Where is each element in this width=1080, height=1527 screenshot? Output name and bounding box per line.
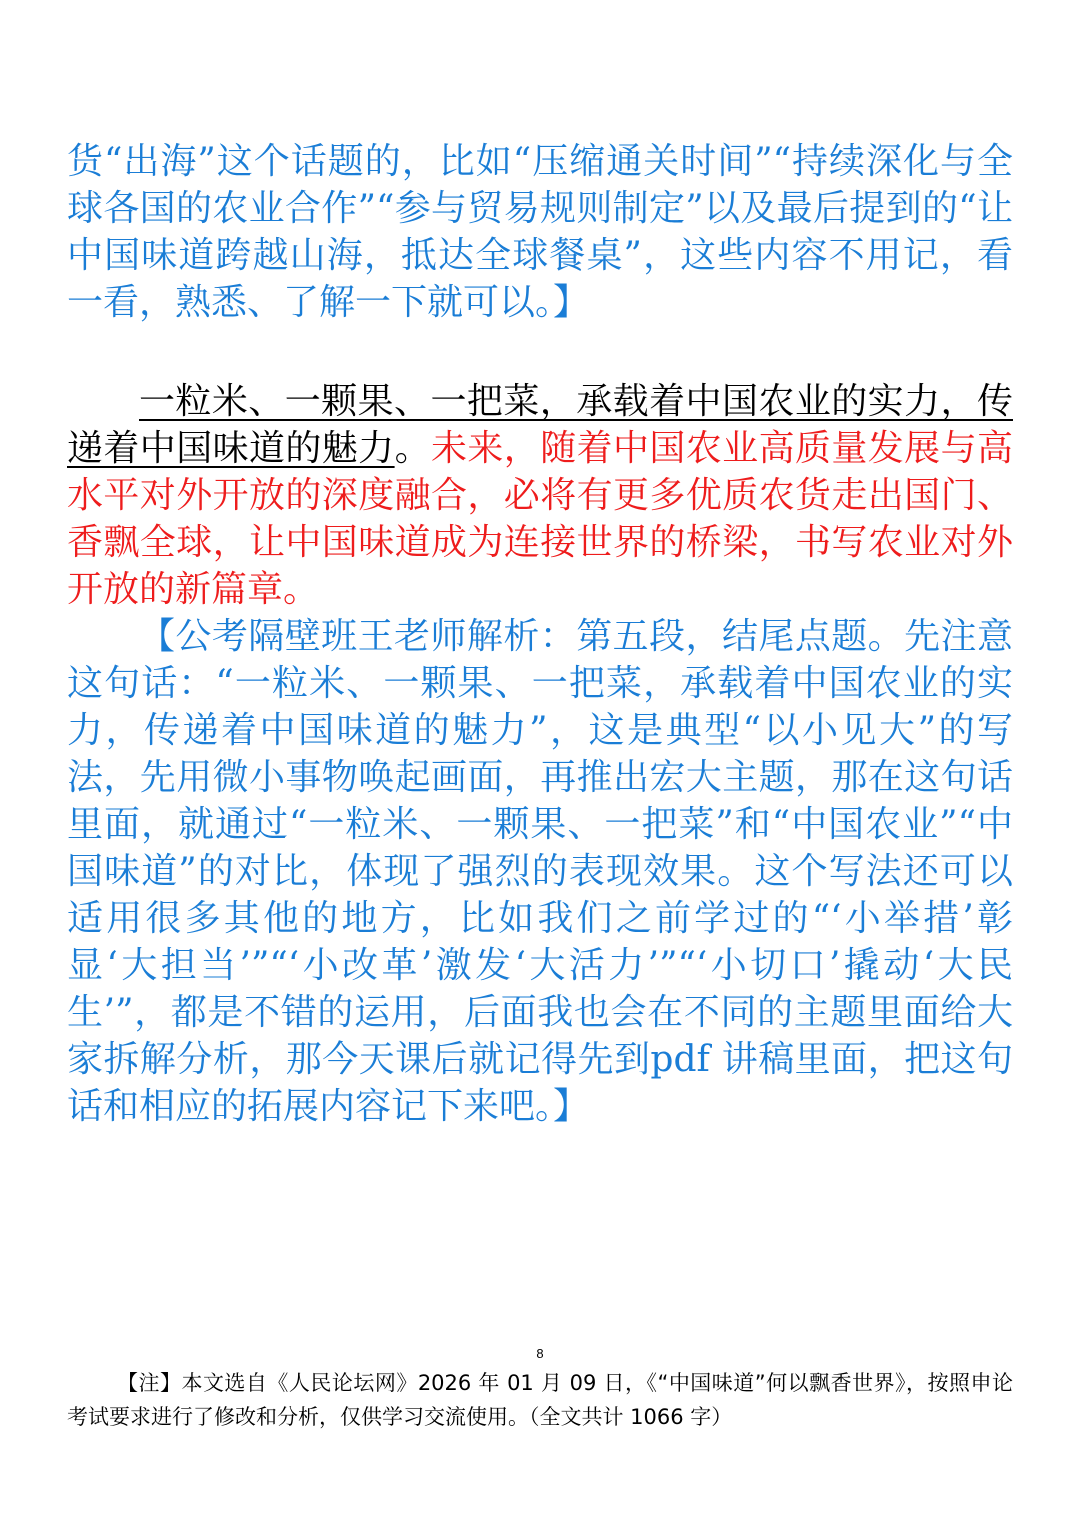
paragraph-teacher-analysis <box>67 613 1013 1130</box>
page-number: 8 <box>536 1346 544 1361</box>
underlined-key-sentence: 一粒米、一颗果、一把菜，承载着中国农业的实力，传递着中国味道的魅力 <box>67 381 1013 469</box>
sentence-period: 。 <box>394 428 431 469</box>
paragraph-analysis-continued-text: 货“出海”这个话题的，比如“压缩通关时间”“持续深化与全球各国的农业合作”“参与贸易规则制定”以及最后提到的“让中国味道跨越山海，抵达全球餐桌”，这些内容不用记，看一看，熟悉、了解一下就可以。】 <box>67 141 1013 323</box>
highlighted-red-text: 未来，随着中国农业高质量发展与高水平对外开放的深度融合，必将有更多优质农货走出国门、香飘全球，让中国味道成为连接世界的桥梁，书写农业对外开放的新篇章。 <box>67 428 1013 610</box>
footer-note <box>67 1366 1013 1434</box>
paragraph-analysis-continued <box>67 138 1013 326</box>
paragraph-conclusion <box>67 378 1013 613</box>
paragraph-teacher-analysis-text: 【公考隔壁班王老师解析：第五段，结尾点题。先注意这句话：“一粒米、一颗果、一把菜，承载着中国农业的实力，传递着中国味道的魅力”，这是典型“以小见大”的写法，先用微小事物唤起画面，再推出宏大主题，那在这句话里面，就通过“一粒米、一颗果、一把菜”和“中国农业”“中国味道”的对比，体现了强烈的表现效果。这个写法还可以适用很多其他的地方，比如我们之前学过的“‘小举措’彰显‘大担当’”“‘小改革’激发‘大活力’”“‘小切口’撬动‘大民生’”，都是不错的运用，后面我也会在不同的主题里面给大家拆解分析，那今天课后就记得先到pdf 讲稿里面，把这句话和相应的拓展内容记下来吧。】 <box>67 616 1013 1127</box>
footer-note-text: 【注】本文选自《人民论坛网》2026 年 01 月 09 日，《“中国味道”何以飘香世界》，按照申论考试要求进行了修改和分析，仅供学习交流使用。（全文共计 1066 字） <box>67 1371 1013 1429</box>
